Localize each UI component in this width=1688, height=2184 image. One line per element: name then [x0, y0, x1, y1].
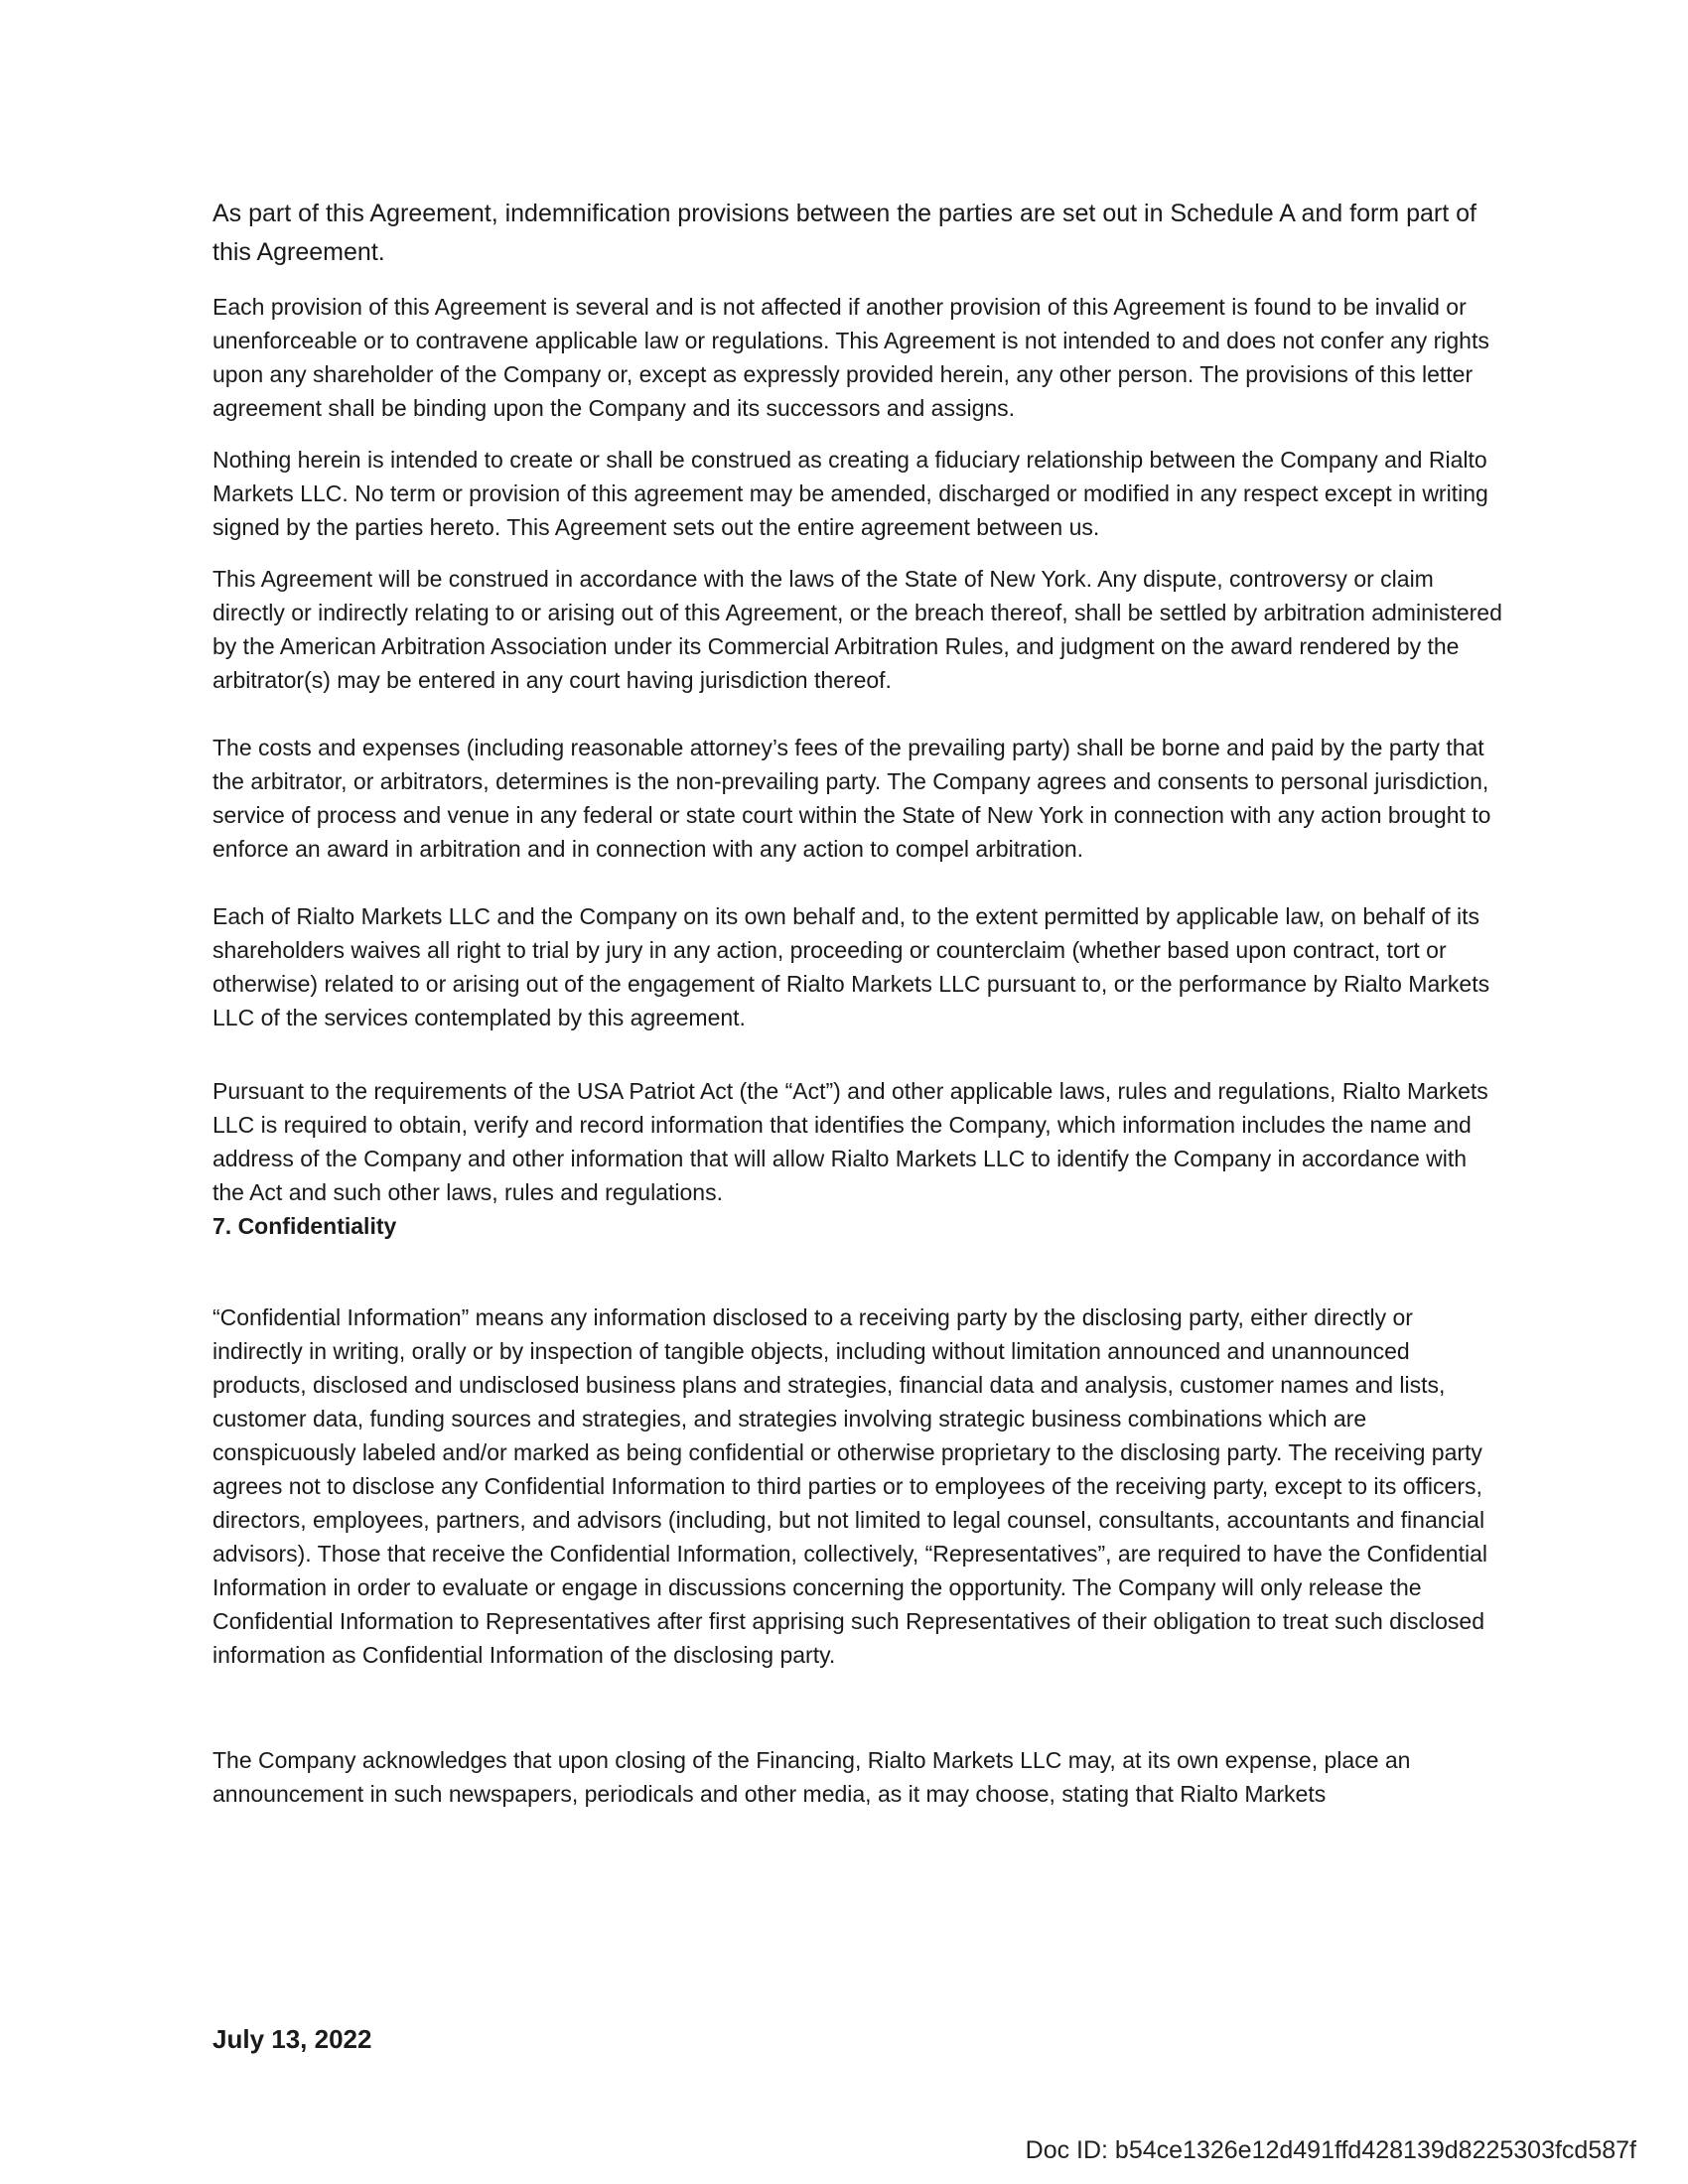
- doc-id-label: Doc ID: b54ce1326e12d491ffd428139d8225303fcd587f: [1025, 2136, 1636, 2164]
- paragraph-governing-law: This Agreement will be construed in accordance with the laws of the State of New York. Any dispute, controversy or claim directly or indirectly relating to or arising out of this Agreement, or the breach thereof, shall be settled by arbitration administered by the American Arbitration Association under its Commercial Arbitration Rules, and judgment on the award rendered by the arbitrator(s) may be entered in any court having jurisdiction thereof.: [212, 566, 1502, 693]
- paragraph-costs-expenses: The costs and expenses (including reasonable attorney’s fees of the prevailing party) shall be borne and paid by the party that the arbitrator, or arbitrators, determines is the non-prevailing party. The Company agrees and consents to personal jurisdiction, service of process and venue in any federal or state court within the State of New York in connection with any action brought to enforce an award in arbitration and in connection with any action to compel arbitration.: [212, 735, 1491, 862]
- paragraph-confidential-information: “Confidential Information” means any information disclosed to a receiving party by the disclosing party, either directly or indirectly in writing, orally or by inspection of tangible objects, including without limitation announced and unannounced products, disclosed and undisclosed business plans and strategies, financial data and analysis, customer names and lists, customer data, funding sources and strategies, and strategies involving strategic business combinations which are conspicuously labeled and/or marked as being confidential or otherwise proprietary to the disclosing party. The receiving party agrees not to disclose any Confidential Information to third parties or to employees of the receiving party, except to its officers, directors, employees, partners, and advisors (including, but not limited to legal counsel, consultants, accountants and financial advisors). Those that receive the Confidential Information, collectively, “Representatives”, are required to have the Confidential Information in order to evaluate or engage in discussions concerning the opportunity. The Company will only release the Confidential Information to Representatives after first apprising such Representatives of their obligation to treat such disclosed information as Confidential Information of the disclosing party.: [212, 1304, 1487, 1668]
- footer-date: July 13, 2022: [212, 2024, 372, 2054]
- section-heading-confidentiality: 7. Confidentiality: [212, 1213, 397, 1239]
- paragraph-fiduciary: Nothing herein is intended to create or shall be construed as creating a fiduciary relationship between the Company and Rialto Markets LLC. No term or provision of this agreement may be amended, discharged or modified in any respect except in writing signed by the parties hereto. This Agreement sets out the entire agreement between us.: [212, 447, 1488, 540]
- paragraph-patriot-act: Pursuant to the requirements of the USA Patriot Act (the “Act”) and other applicable laws, rules and regulations, Rialto Markets LLC is required to obtain, verify and record information that identifies the Company, which information includes the name and address of the Company and other information that will allow Rialto Markets LLC to identify the Company in accordance with the Act and such other laws, rules and regulations.: [212, 1078, 1488, 1205]
- paragraph-jury-waiver: Each of Rialto Markets LLC and the Company on its own behalf and, to the extent permitted by applicable law, on behalf of its shareholders waives all right to trial by jury in any action, proceeding or counterclaim (whether based upon contract, tort or otherwise) related to or arising out of the engagement of Rialto Markets LLC pursuant to, or the performance by Rialto Markets LLC of the services contemplated by this agreement.: [212, 903, 1490, 1030]
- paragraph-severability: Each provision of this Agreement is several and is not affected if another provision of this Agreement is found to be invalid or unenforceable or to contravene applicable law or regulations. This Agreement is not intended to and does not confer any rights upon any shareholder of the Company or, except as expressly provided herein, any other person. The provisions of this letter agreement shall be binding upon the Company and its successors and assigns.: [212, 294, 1489, 421]
- paragraph-announcement: The Company acknowledges that upon closing of the Financing, Rialto Markets LLC may, at its own expense, place an announcement in such newspapers, periodicals and other media, as it may choose, stating that Rialto Markets: [212, 1747, 1411, 1807]
- paragraph-indemnification: As part of this Agreement, indemnification provisions between the parties are set out in Schedule A and form part of this Agreement.: [212, 200, 1477, 266]
- document-body: [212, 195, 1503, 1811]
